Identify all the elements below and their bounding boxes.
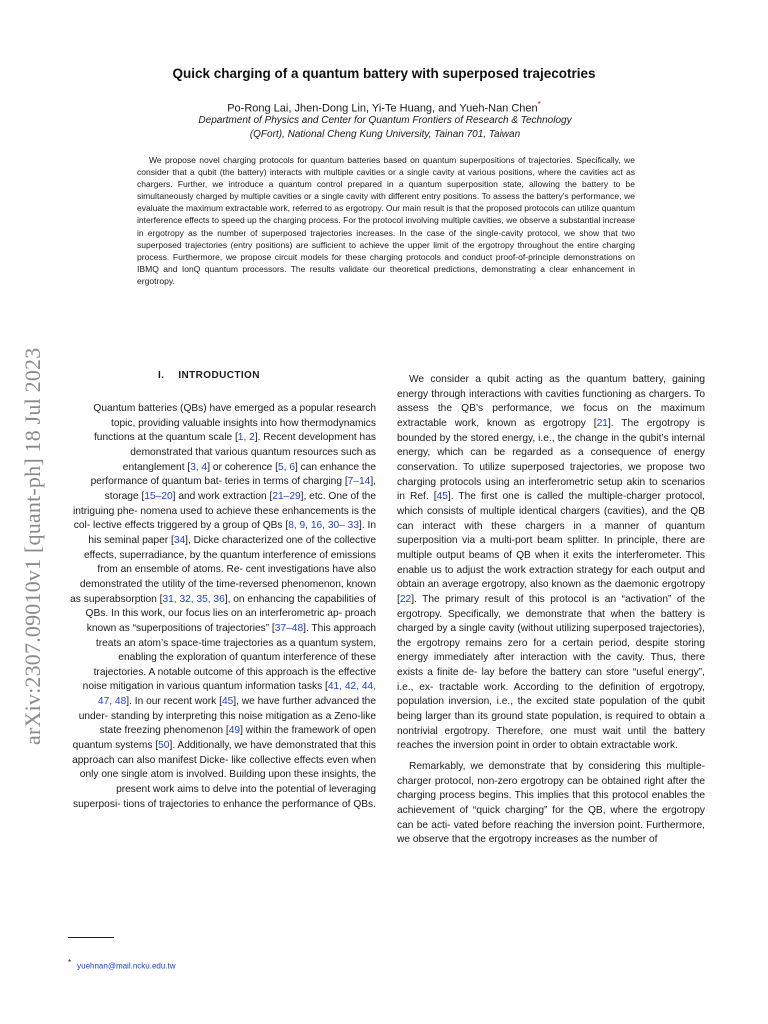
intro-right-column: [397, 373, 705, 848]
body-text: ] can enhance the performance of quantum bat- teries in terms of charging [: [90, 461, 376, 488]
author-list: [0, 100, 768, 115]
citation-link[interactable]: 15–20: [144, 490, 173, 502]
citation-link[interactable]: 50: [158, 740, 170, 752]
body-text: ]. This approach treats an atom’s space-time trajectories as a quantum system, enabling the exploration of quantum interference of these trajectories. A notable outcome of this approach is the effective noise mitigation in various quantum information tasks [: [82, 622, 376, 693]
body-text: ]. Additionally, we have demonstrated that this approach can also manifest Dicke- like collective effects even when only one single atom is involved. Building upon these insights, the present work aims to delve into the potential of leveraging superposi- tions of trajectories to enhance the performance of QBs.: [72, 740, 376, 810]
section-heading: [158, 370, 260, 381]
citation-link[interactable]: 49: [228, 725, 241, 737]
body-text: ], etc. One of the intriguing phe- nomena used to achieve these enhancements is the col- lective effects triggered by a group of QBs [: [73, 490, 376, 532]
citation-link[interactable]: 8, 9, 16, 30– 33: [288, 520, 359, 532]
body-text: ], Dicke characterized one of the collective effects, superradiance, by the quantum interference of emissions from an ensemble of atoms. Re- cent investigations have also demonstrated the utility of the time-reversed phenomenon, known as superabsorption [: [70, 534, 376, 605]
email-link[interactable]: yuehnan@mail.ncku.edu.tw: [77, 961, 176, 971]
body-text: ] within the framework of open quantum systems [: [72, 725, 376, 752]
author-names: Po-Rong Lai, Jhen-Dong Lin, Yi-Te Huang, and Yueh-Nan Chen: [227, 102, 538, 115]
section-number: I.: [158, 370, 165, 381]
body-text: ] or coherence [: [207, 461, 278, 473]
body-text: We consider a qubit acting as the quantum battery, gaining energy through interactions with cavities functioning as chargers. To assess the QB’s performance, we focus on the maximum extractable work, known as ergotropy [: [397, 374, 705, 429]
body-text: ]. Recent development has demonstrated that various quantum resources such as entanglement [: [122, 432, 376, 473]
body-text: ]. The primary result of this protocol is an “activation” of the ergotropy. Specifically, we demonstrate that when the battery is charged by a single cavity (without utilizing superposed trajectories), the ergotropy remains zero for a certain period, despite storing energy immediately after interaction with the cavity. Thus, there exists a finite de- lay before the battery can store “useful energy”, i.e., ex- tractable work. According to the definition of ergotropy, population inversion, i.e., the excited state population of the qubit being larger than its ground state population, is required to obtain a nontrivial ergotropy. Therefore, one must wait until the battery reaches the inversion point in order to obtain extractable work.: [397, 593, 705, 752]
citation-link[interactable]: 45: [436, 491, 448, 503]
citation-link[interactable]: 7–14: [347, 476, 371, 488]
citation-link[interactable]: 1, 2: [237, 432, 255, 444]
citation-link[interactable]: 22: [399, 593, 412, 605]
citation-link[interactable]: 21: [596, 417, 608, 429]
corresponding-author-mark[interactable]: *: [537, 100, 541, 109]
body-text: ], on enhancing the capabilities of QBs. In this work, our focus lies on an interferometric ap- proach known as “superpositions of trajectories” [: [85, 593, 376, 634]
body-text: Quantum batteries (QBs) have emerged as a popular research topic, providing valuable insights into how thermodynamics functions at the quantum scale [: [93, 403, 376, 444]
arxiv-identifier: arXiv:2307.09010v1 [quant-ph] 18 Jul 2023: [20, 347, 45, 745]
body-text: ]. The ergotropy is bounded by the stored energy, i.e., the change in the qubit’s internal energy, which can be regarded as a consequence of energy conservation. To utilize superposed trajectories, we propose two charging protocols using an interferometric setup akin to scenarios in Ref. [: [397, 417, 705, 503]
citation-link[interactable]: 45: [221, 696, 234, 708]
body-text: ], we have further advanced the under- standing by interpreting this noise mitigation as a Zeno-like state freezing phenomenon [: [78, 696, 376, 737]
citation-link[interactable]: 21–29: [272, 490, 301, 502]
citation-link[interactable]: 41, 42, 44, 47, 48: [97, 681, 376, 708]
body-text: ]. In his seminal paper [: [88, 520, 376, 546]
footnote-divider: [68, 937, 114, 938]
citation-link[interactable]: 5, 6: [278, 461, 295, 473]
citation-link[interactable]: 34: [173, 534, 186, 546]
citation-link[interactable]: 3, 4: [190, 461, 208, 473]
citation-link[interactable]: 31, 32, 35, 36: [162, 593, 225, 605]
body-text: ]. The first one is called the multiple-charger protocol, which consists of multiple identical chargers (cavities), and the QB can interact with these chargers in a manner of quantum superposition via a multi-port beam splitter. In principle, there are multiple output beams of QB when it exits the interferometer. This enable us to adjust the work extraction strategy for each output and obtain an average ergotropy, also known as the daemonic ergotropy [: [397, 491, 705, 605]
intro-left-column: [68, 402, 376, 812]
footnote-mark: *: [68, 958, 72, 967]
paragraph: [397, 373, 705, 754]
paper-title: Quick charging of a quantum battery with superposed trajecotries: [172, 66, 596, 81]
footnote: [68, 958, 176, 971]
affiliation: Department of Physics and Center for Quantum Frontiers of Research & Technology (QFort), National Cheng Kung University, Tainan 701, Taiwan: [198, 115, 572, 140]
body-text: ]. In our recent work [: [126, 696, 222, 708]
body-text: ], storage [: [104, 476, 376, 502]
section-title: INTRODUCTION: [178, 370, 260, 381]
abstract: We propose novel charging protocols for quantum batteries based on quantum superpositions of trajectories. Specifically, we consider that a qubit (the battery) interacts with multiple cavities or a single cavity at various positions, where the cavities act as chargers. Further, we introduce a quantum control prepared in a quantum superposition state, allowing the battery to be simultaneously charged by multiple cavities or a single cavity with different entry positions. To assess the battery's performance, we evaluate the maximum extractable work, referred to as ergotropy. Our main result is that the proposed protocols can utilize quantum interference effects to speed up the charging process. For the protocol involving multiple cavities, we observe a substantial increase in ergotropy as the number of superposed trajectories increases. In the case of the single-cavity protocol, we show that two superposed trajectories (entry positions) are sufficient to achieve the upper limit of the ergotropy throughout the entire charging process. Furthermore, we propose circuit models for these charging protocols and conduct proof-of-principle demonstrations on IBMQ and IonQ quantum processors. The results validate our theoretical predictions, demonstrating a clear enhancement in ergotropy.: [137, 155, 635, 286]
body-text: ] and work extraction [: [172, 490, 273, 502]
paragraph: Remarkably, we demonstrate that by considering this multiple-charger protocol, non-zero ergotropy can be obtained right after the charging process begins. This implies that this protocol enables the achievement of “quick charging” for the QB, where the ergotropy can be acti- vated before reaching the inversion point. Furthermore, we observe that the ergotropy increases as the number of: [397, 761, 705, 846]
citation-link[interactable]: 37–48: [274, 622, 304, 634]
